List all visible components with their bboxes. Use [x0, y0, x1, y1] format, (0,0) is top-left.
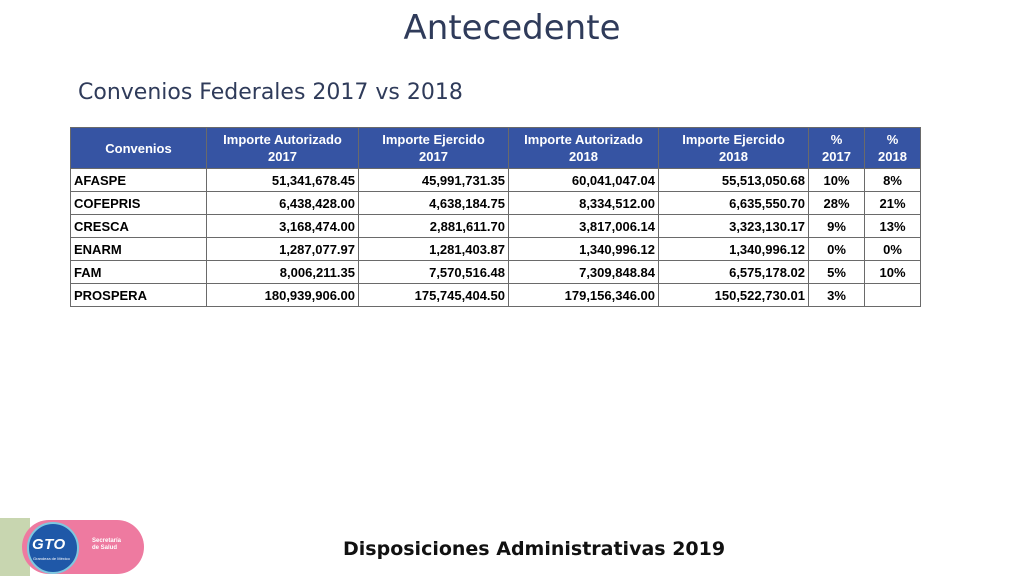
cell-pct-2017: 28% — [809, 192, 865, 215]
cell-aut-2017: 6,438,428.00 — [207, 192, 359, 215]
cell-eje-2018: 55,513,050.68 — [659, 169, 809, 192]
cell-eje-2017: 1,281,403.87 — [359, 238, 509, 261]
header-pct-2018: % 2018 — [865, 128, 921, 169]
cell-eje-2018: 150,522,730.01 — [659, 284, 809, 307]
cell-eje-2017: 7,570,516.48 — [359, 261, 509, 284]
cell-pct-2017: 9% — [809, 215, 865, 238]
cell-pct-2018: 21% — [865, 192, 921, 215]
cell-pct-2018: 13% — [865, 215, 921, 238]
cell-aut-2018: 3,817,006.14 — [509, 215, 659, 238]
table-row — [71, 169, 921, 192]
cell-convenio: FAM — [71, 261, 207, 284]
header-convenios: Convenios — [71, 128, 207, 169]
header-importe-ejercido-2017: Importe Ejercido 2017 — [359, 128, 509, 169]
header-importe-ejercido-2018: Importe Ejercido 2018 — [659, 128, 809, 169]
cell-aut-2018: 7,309,848.84 — [509, 261, 659, 284]
cell-aut-2018: 179,156,346.00 — [509, 284, 659, 307]
cell-pct-2018: 8% — [865, 169, 921, 192]
cell-eje-2017: 45,991,731.35 — [359, 169, 509, 192]
footer-caption: Disposiciones Administrativas 2019 — [343, 538, 726, 560]
cell-aut-2017: 3,168,474.00 — [207, 215, 359, 238]
cell-eje-2018: 1,340,996.12 — [659, 238, 809, 261]
cell-eje-2018: 6,635,550.70 — [659, 192, 809, 215]
header-importe-autorizado-2018: Importe Autorizado 2018 — [509, 128, 659, 169]
table-header-row — [71, 128, 921, 169]
cell-convenio: PROSPERA — [71, 284, 207, 307]
cell-pct-2017: 10% — [809, 169, 865, 192]
cell-pct-2017: 5% — [809, 261, 865, 284]
cell-aut-2017: 8,006,211.35 — [207, 261, 359, 284]
cell-eje-2017: 4,638,184.75 — [359, 192, 509, 215]
cell-convenio: CRESCA — [71, 215, 207, 238]
cell-aut-2018: 60,041,047.04 — [509, 169, 659, 192]
cell-pct-2018: 10% — [865, 261, 921, 284]
table-row — [71, 238, 921, 261]
cell-eje-2018: 3,323,130.17 — [659, 215, 809, 238]
cell-convenio: AFASPE — [71, 169, 207, 192]
table-row — [71, 261, 921, 284]
table-row — [71, 192, 921, 215]
cell-aut-2018: 8,334,512.00 — [509, 192, 659, 215]
cell-convenio: ENARM — [71, 238, 207, 261]
cell-aut-2018: 1,340,996.12 — [509, 238, 659, 261]
convenios-table — [70, 127, 921, 307]
slide-title: Antecedente — [403, 8, 621, 48]
secretaria-salud-label: Secretaría de Salud — [92, 538, 122, 551]
cell-aut-2017: 1,287,077.97 — [207, 238, 359, 261]
gto-logo-text: GTO — [32, 536, 66, 553]
header-importe-autorizado-2017: Importe Autorizado 2017 — [207, 128, 359, 169]
cell-eje-2017: 175,745,404.50 — [359, 284, 509, 307]
cell-aut-2017: 180,939,906.00 — [207, 284, 359, 307]
gto-salud-logo — [0, 518, 146, 576]
gto-logo-tagline: Grandeza de México — [33, 556, 70, 561]
header-pct-2017: % 2017 — [809, 128, 865, 169]
cell-pct-2018: 0% — [865, 238, 921, 261]
cell-pct-2017: 0% — [809, 238, 865, 261]
cell-pct-2018 — [865, 284, 921, 307]
cell-eje-2017: 2,881,611.70 — [359, 215, 509, 238]
cell-pct-2017: 3% — [809, 284, 865, 307]
cell-convenio: COFEPRIS — [71, 192, 207, 215]
slide-subtitle: Convenios Federales 2017 vs 2018 — [78, 80, 463, 105]
table-row — [71, 284, 921, 307]
cell-aut-2017: 51,341,678.45 — [207, 169, 359, 192]
cell-eje-2018: 6,575,178.02 — [659, 261, 809, 284]
table-row — [71, 215, 921, 238]
